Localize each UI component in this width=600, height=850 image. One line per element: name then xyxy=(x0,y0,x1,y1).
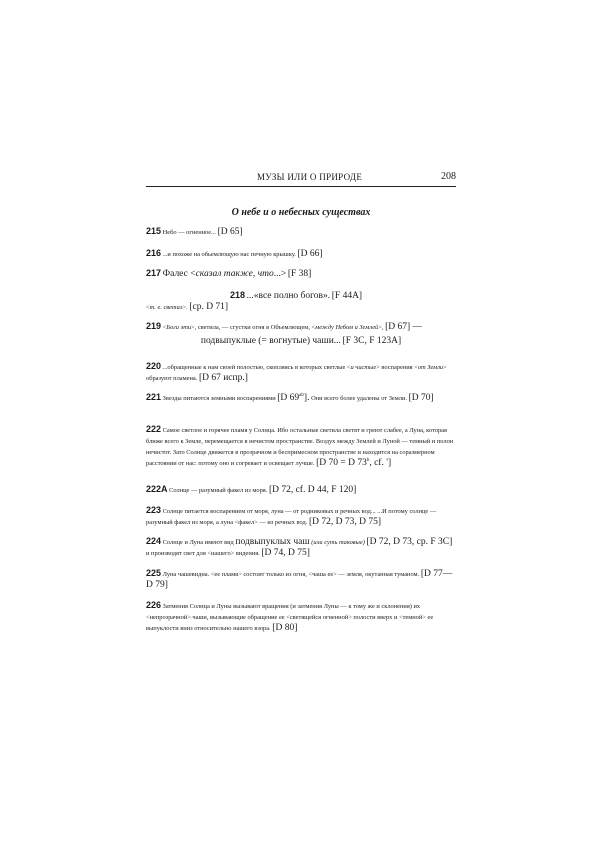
fragment-text: ...«все полно богов». xyxy=(246,291,331,301)
fragment-215 xyxy=(146,226,456,238)
fragment-text: Солнце — разумный факел из моря. xyxy=(169,487,268,494)
fragment-italic: Боги эти xyxy=(166,324,192,331)
fragment-ref: [F 44A] xyxy=(331,291,363,301)
fragment-ref: '] xyxy=(386,458,392,468)
fragment-text: >. xyxy=(182,304,188,311)
fragment-ref: [D 70 = D 73 xyxy=(316,458,367,468)
fragment-italic: т. е. светил xyxy=(149,304,183,311)
fragment-ref: [F 38] xyxy=(287,269,312,279)
fragment-text: Они всего более удалены от Земли. xyxy=(311,395,407,402)
fragment-text: Небо — огненное... xyxy=(162,229,216,236)
fragment-ref: [D 72, D 73, ср. F 3C] xyxy=(366,537,453,547)
header-title: МУЗЫ ИЛИ О ПРИРОДЕ xyxy=(257,172,363,182)
fragment-number: 225 xyxy=(146,568,162,578)
fragment-text: Затмения Солнца и Луны вызывают вращения (и затмения Луны — к тому же и склонения) их <непрозрачной> чаши, вызывающие обращение ее <светящейся огненной> полости вверх и <темной> ее выпуклости вниз относительно нашего взора. xyxy=(146,603,434,632)
fragment-text: и производят свет для <нашего> видения. xyxy=(146,550,260,557)
fragment-number: 222 xyxy=(146,424,162,434)
fragment-216 xyxy=(146,248,456,260)
section-title: О небе и о небесных существах xyxy=(231,207,371,218)
fragment-ref: [D 77—D 79] xyxy=(146,569,453,590)
fragment-text: Самое светлое и горячее пламя у Солнца. Ибо остальные светила светят и греют слабее, а Луна, которая ближе всего к Земле, перемещается в нечистом пространстве. Воздух между Землей и Луной — темный и полон нечистот. Зато Солнце движется в прозрачном и беспримесном пространстве и находится на соразмерном расстоянии от нас: потому оно и согревает и освещает лучше. xyxy=(146,427,454,467)
fragment-ref: , cf. xyxy=(369,458,387,468)
fragment-217 xyxy=(146,268,456,280)
fragment-219: 219 <Боги эти>, светила, — сгустки огня в Объемлющем, <между Небом и Землей>, [D 67] — подвыпуклые (= вогнутые) чаши... [F 3C, F 123A] xyxy=(146,321,423,346)
fragment-221 xyxy=(146,392,456,404)
fragment-italic: между Небом и Землей xyxy=(315,324,379,331)
header-rule xyxy=(146,186,456,187)
fragment-220 xyxy=(146,361,456,384)
fragment-sup: b xyxy=(366,457,370,463)
fragment-italic: от Земли xyxy=(417,364,444,371)
fragment-ref: [D 66] xyxy=(297,249,323,259)
fragment-number: 216 xyxy=(146,248,162,258)
fragment-text: > образуют пламена. xyxy=(146,364,447,382)
fragment-number: 217 xyxy=(146,268,162,278)
fragment-text: Солнце и Луна имеют вид xyxy=(162,539,234,546)
fragment-ref: [D 72, cf. D 44, F 120] xyxy=(268,485,357,495)
fragment-218: 218 ...«все полно богов». [F 44A] <т. е. светил>. [ср. D 71] xyxy=(146,290,363,312)
fragment-italic: сказал также, что xyxy=(195,269,274,279)
fragment-text: >, xyxy=(378,324,384,331)
fragment-223 xyxy=(146,505,456,528)
fragment-italic: (или суть таковые) xyxy=(311,539,365,546)
fragment-number: 219 xyxy=(146,321,162,331)
fragment-ref: [D 70] xyxy=(408,393,434,403)
fragment-text: Фалес < xyxy=(162,269,196,279)
fragment-ref: ]. xyxy=(303,393,310,403)
fragment-sup: ab xyxy=(299,392,304,398)
fragment-number: 224 xyxy=(146,536,162,546)
fragment-text: Солнце питается воспарением от моря, луна — от родниковых и речных вод... ...И потому солнце — разумный факел из моря, а луна <факел> — из речных вод. xyxy=(146,508,437,526)
fragment-text: ...> xyxy=(273,269,287,279)
fragment-226 xyxy=(146,600,456,634)
fragment-text: >, светила, — сгустки огня в Объемлющем, < xyxy=(191,324,316,331)
fragment-ref: [D 67] — xyxy=(385,322,423,332)
fragment-ref: [D 74, D 75] xyxy=(261,548,310,558)
fragment-text: ...и похоже на обьемлющую нас печную крышку. xyxy=(162,251,296,258)
fragment-ref: [D 72, D 73, D 75] xyxy=(308,517,382,527)
fragment-number: 218 xyxy=(230,290,246,300)
running-header xyxy=(146,170,456,188)
fragment-text: > воспарения < xyxy=(376,364,418,371)
fragment-text: подвыпуклых чаш xyxy=(235,537,310,547)
fragment-222a xyxy=(146,484,456,496)
fragment-text: Луна чашевидна. <ее пламя> состоит только из огня, <чаша ее> — земля, окутанная туманом. xyxy=(162,571,420,578)
fragment-ref: [D 69 xyxy=(277,393,300,403)
fragment-text: ...обращенные к нам своей полостью, скопляясь в которых светлые < xyxy=(162,364,351,371)
fragment-number: 215 xyxy=(146,226,162,236)
fragment-222 xyxy=(146,424,456,469)
fragment-224 xyxy=(146,536,456,559)
fragment-number: 226 xyxy=(146,600,162,610)
fragment-italic: и чистые xyxy=(350,364,377,371)
fragment-225 xyxy=(146,568,456,591)
page-number: 208 xyxy=(441,171,456,182)
fragment-text: Звезды питаются земными воспарениями xyxy=(162,395,276,402)
fragment-number: 223 xyxy=(146,505,162,515)
fragment-ref: [ср. D 71] xyxy=(189,302,229,312)
fragment-ref: [D 67 испр.] xyxy=(198,373,248,383)
fragment-ref: [D 65] xyxy=(217,227,243,237)
fragment-number: 221 xyxy=(146,392,162,402)
fragment-number: 220 xyxy=(146,361,162,371)
fragment-number: 222A xyxy=(146,484,168,494)
fragment-text: подвыпуклые (= вогнутые) чаши... xyxy=(200,336,341,346)
fragment-ref: [D 80] xyxy=(272,623,298,633)
fragment-ref: [F 3C, F 123A] xyxy=(342,336,402,346)
